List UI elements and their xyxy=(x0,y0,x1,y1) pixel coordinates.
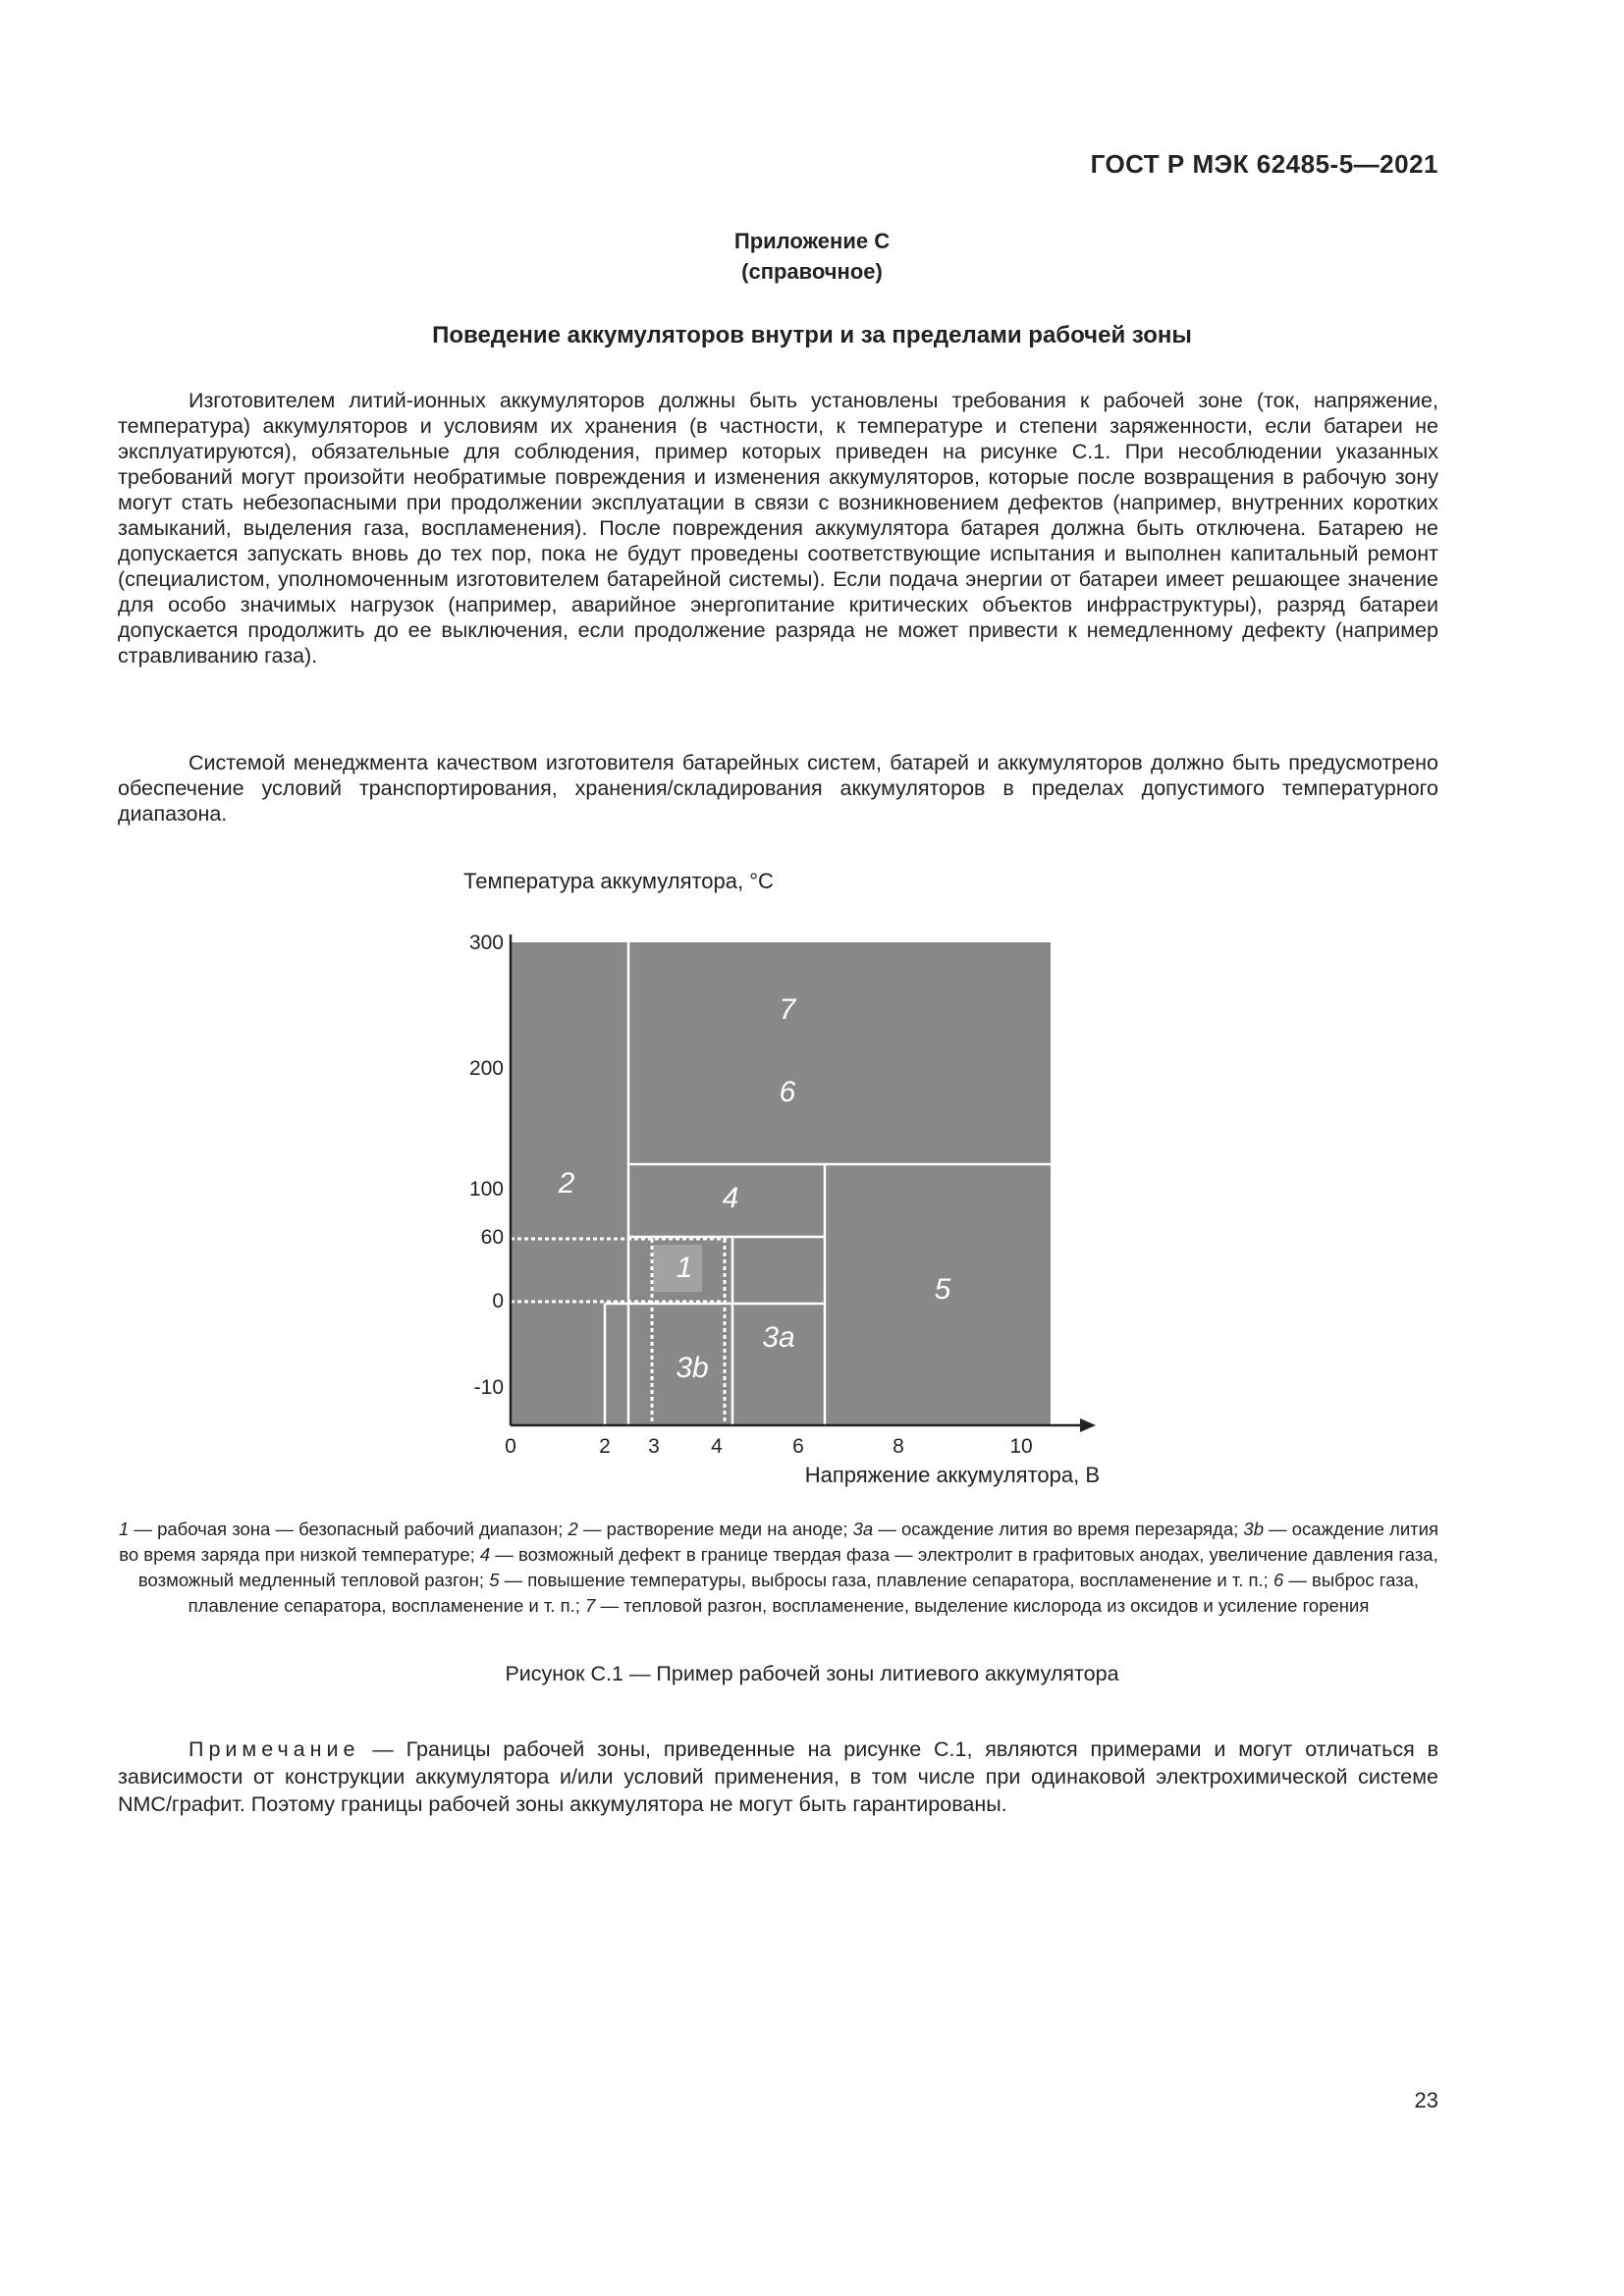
legend-text: — выброс газа, плавление сепаратора, воспламенение и т. п.; xyxy=(188,1570,1420,1616)
region-label-3a: 3a xyxy=(762,1321,795,1354)
region-label-6: 6 xyxy=(779,1076,796,1108)
y-tick-label: 200 xyxy=(468,1057,504,1080)
region-label-2: 2 xyxy=(558,1167,575,1200)
section-title: Поведение аккумуляторов внутри и за пределами рабочей зоны xyxy=(432,322,1192,348)
y-tick-label: 60 xyxy=(480,1226,504,1249)
y-tick-label: 100 xyxy=(468,1178,504,1201)
paragraph-text: Системой менеджмента качеством изготовителя батарейных систем, батарей и аккумуляторов должно быть предусмотрено обеспечение условий транспортирования, хранения/складирования аккумуляторов в пределах допустимого температурного диапазона. xyxy=(118,751,1438,826)
x-tick-label: 3 xyxy=(648,1435,660,1458)
paragraph-text: Изготовителем литий-ионных аккумуляторов должны быть установлены требования к рабочей зоне (ток, напряжение, температура) аккумуляторов и условиям их хранения (в частности, к температуре и степени заряженности, если батареи не эксплуатируются), обязательные для соблюдения, пример которых приведен на рисунке С.1. При несоблюдении указанных требований могут произойти необратимые повреждения и изменения аккумуляторов, которые после возвращения в рабочую зону могут стать небезопасными при продолжении эксплуатации в связи с возникновением дефектов (например, внутренних коротких замыканий, выделения газа, воспламенения). После повреждения аккумулятора батарея должна быть отключена. Батарею не допускается запускать вновь до тех пор, пока не будут проведены соответствующие испытания и выполнен капитальный ремонт (специалистом, уполномоченным изготовителем батарейной системы). Если подача энергии от батареи имеет решающее значение для особо значимых нагрузок (например, аварийное энергопитание критических объектов инфраструктуры), разряд батареи допускается продолжить до ее выключения, если продолжение разряда не может привести к немедленному дефекту (например стравливанию газа). xyxy=(118,389,1438,667)
y-tick-label: 300 xyxy=(468,932,504,954)
x-tick-label: 2 xyxy=(599,1435,611,1458)
x-axis-arrow xyxy=(1080,1418,1096,1432)
x-tick-label: 6 xyxy=(792,1435,804,1458)
figure-legend xyxy=(116,1517,1441,1619)
legend-number: 3a xyxy=(852,1519,874,1539)
region-label-5: 5 xyxy=(934,1273,951,1306)
legend-text: — осаждение лития во время перезаряда; xyxy=(873,1519,1244,1539)
x-tick-label: 8 xyxy=(893,1435,904,1458)
x-tick-label: 10 xyxy=(1009,1435,1033,1458)
body-paragraph-1 xyxy=(118,388,1438,668)
annex-label: Приложение С xyxy=(733,229,891,253)
note xyxy=(118,1735,1438,1818)
y-axis-title: Температура аккумулятора, °С xyxy=(463,869,774,893)
x-axis-title: Напряжение аккумулятора, В xyxy=(804,1463,1100,1487)
legend-text: — повышение температуры, выбросы газа, плавление сепаратора, воспламенение и т. п.; xyxy=(499,1570,1273,1590)
note-text: — Границы рабочей зоны, приведенные на рисунке С.1, являются примерами и могут отличаться в зависимости от конструкции аккумулятора и/или условий применения, в том числе при одинаковой электрохимической системе NMC/графит. Поэтому границы рабочей зоны аккумулятора не могут быть гарантированы. xyxy=(118,1737,1438,1816)
legend-text: — возможный дефект в границе твердая фаза — электролит в графитовых анодах, увеличение давления газа, возможный медленный тепловой разгон; xyxy=(137,1544,1438,1590)
standard-code: ГОСТ Р МЭК 62485-5—2021 xyxy=(1090,149,1438,179)
legend-text: — рабочая зона — безопасный рабочий диапазон; xyxy=(129,1519,568,1539)
figure-c1-chart xyxy=(432,844,1119,1492)
legend-number: 4 xyxy=(479,1544,491,1565)
legend-number: 1 xyxy=(119,1519,130,1539)
x-tick-label: 0 xyxy=(505,1435,516,1458)
annex-kind: (справочное) xyxy=(741,259,883,284)
legend-number: 6 xyxy=(1272,1570,1284,1590)
region-label-1: 1 xyxy=(676,1252,693,1284)
legend-text: — растворение меди на аноде; xyxy=(577,1519,853,1539)
region-label-4: 4 xyxy=(722,1182,739,1214)
note-label: Примечание xyxy=(189,1737,360,1761)
body-paragraph-2 xyxy=(118,750,1438,827)
legend-number: 3b xyxy=(1243,1519,1264,1539)
y-tick-label: 0 xyxy=(492,1290,504,1312)
legend-text: — тепловой разгон, воспламенение, выделение кислорода из оксидов и усиление горения xyxy=(595,1595,1370,1616)
legend-number: 2 xyxy=(568,1519,578,1539)
page-number: 23 xyxy=(1414,2088,1438,2112)
y-tick-label: -10 xyxy=(473,1376,504,1399)
legend-number: 5 xyxy=(489,1570,500,1590)
region-label-3b: 3b xyxy=(676,1352,709,1384)
x-tick-label: 4 xyxy=(711,1435,723,1458)
legend-number: 7 xyxy=(585,1595,596,1616)
region-label-7: 7 xyxy=(779,993,796,1026)
figure-caption: Рисунок С.1 — Пример рабочей зоны литиевого аккумулятора xyxy=(505,1662,1119,1685)
legend-text: — осаждение лития во время заряда при низкой температуре; xyxy=(119,1519,1438,1565)
